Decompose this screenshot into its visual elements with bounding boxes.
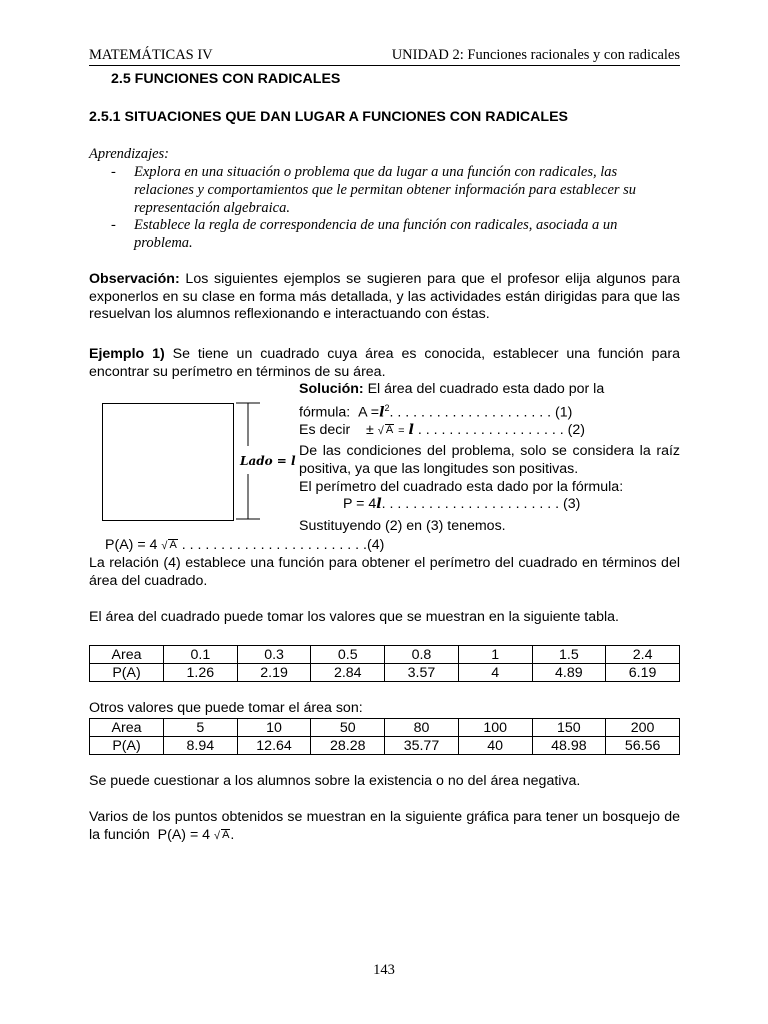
values-table-1 (89, 645, 680, 682)
table-cell: 100 (458, 719, 532, 737)
table-cell: Area (90, 719, 164, 737)
section-title: 2.5 FUNCIONES CON RADICALES (111, 71, 341, 87)
table-row (90, 664, 680, 682)
formula-1-var: l (379, 404, 385, 421)
formula-1-exp: 2 (384, 403, 390, 413)
otros-intro: Otros valores que puede tomar el área son: (89, 700, 363, 716)
table-cell: 48.98 (532, 737, 606, 755)
formula-1-tag: (1) (555, 404, 573, 421)
solucion-line (299, 381, 680, 399)
table-cell: 4 (458, 664, 532, 682)
formula-4 (105, 537, 525, 556)
table-cell: 56.56 (606, 737, 680, 755)
formula-1 (299, 400, 680, 422)
header-rule (89, 65, 680, 66)
aprendizaje-item: Establece la regla de correspondencia de una función con radicales, asociada a un problema. (134, 217, 618, 251)
sustituyendo-text: Sustituyendo (2) en (3) tenemos. (299, 518, 506, 534)
tabla-intro: El área del cuadrado puede tomar los valores que se muestran en la siguiente tabla. (89, 609, 619, 625)
values-table-2 (89, 718, 680, 755)
varios-paragraph (89, 809, 680, 845)
sqrt-icon: √ (377, 425, 384, 437)
sqrt-arg: A (169, 539, 177, 551)
varios-end: . (230, 826, 235, 843)
formula-3-var: l (376, 496, 382, 512)
sqrt-icon: √ (214, 829, 221, 842)
plus-minus: ± (366, 422, 374, 438)
aprendizaje-item: Explora en una situación o problema que da lugar a una función con radicales, las relaciones y comportamientos que le permitan obtener información para establecer su representación algebraica. (134, 164, 637, 216)
table-cell: 0.3 (237, 646, 311, 664)
condiciones-text: De las condiciones del problema, solo se considera la raíz positiva, ya que las longitudes son positivas. (299, 443, 680, 477)
table-cell: 2.4 (606, 646, 680, 664)
sqrt-arg: A (385, 424, 394, 436)
table-cell: 1 (458, 646, 532, 664)
table-cell: 2.84 (311, 664, 385, 682)
table-cell: 0.5 (311, 646, 385, 664)
table-cell: 12.64 (237, 737, 311, 755)
table-row (90, 646, 680, 664)
formula-1-lhs: A = (358, 404, 380, 421)
table-cell: 0.1 (164, 646, 238, 664)
formula-2 (299, 422, 680, 441)
formula-2-dots: . . . . . . . . . . . . . . . . . . . (417, 422, 564, 438)
es-decir: Es decir (299, 422, 351, 438)
perimetro-text: El perímetro del cuadrado esta dado por la fórmula: (299, 479, 624, 495)
formula-1-dots: . . . . . . . . . . . . . . . . . . . . . (389, 404, 552, 421)
table-cell: 200 (606, 719, 680, 737)
formula-3-dots: . . . . . . . . . . . . . . . . . . . . . . . (381, 496, 560, 512)
bullet-dash: - (111, 217, 116, 233)
table-cell: P(A) (90, 737, 164, 755)
table-cell: 6.19 (606, 664, 680, 682)
ejemplo-paragraph (89, 346, 680, 381)
formula-2-tag: (2) (567, 422, 586, 438)
formula-4-lhs: P(A) = 4 (105, 537, 158, 553)
ejemplo-text: Se tiene un cuadrado cuya área es conocida, establecer una función para encontrar su perímetro en términos de su área. (89, 346, 681, 380)
table-row (90, 719, 680, 737)
square-figure (102, 403, 234, 521)
table-cell: 4.89 (532, 664, 606, 682)
formula-4-dots: . . . . . . . . . . . . . . . . . . . . . . . . (181, 537, 367, 553)
table-cell: 50 (311, 719, 385, 737)
table-cell: 2.19 (237, 664, 311, 682)
cuestionar-paragraph: Se puede cuestionar a los alumnos sobre la existencia o no del área negativa. (89, 773, 581, 789)
table-cell: 35.77 (385, 737, 459, 755)
table-cell: 40 (458, 737, 532, 755)
sqrt-arg: A (222, 828, 230, 841)
header-right: UNIDAD 2: Funciones racionales y con radicales (391, 47, 680, 63)
formula-3 (343, 496, 683, 514)
table-cell: 3.57 (385, 664, 459, 682)
bullet-dash: - (111, 164, 116, 180)
table-cell: 8.94 (164, 737, 238, 755)
formula-2-var: l (408, 422, 414, 438)
formula-3-lhs: P = 4 (343, 496, 377, 512)
header-left: MATEMÁTICAS IV (89, 47, 213, 63)
page-number: 143 (373, 962, 395, 978)
equals: = (398, 425, 405, 437)
observacion-text: Los siguientes ejemplos se sugieren para que el profesor elija algunos para exponerlos en su clase en forma más detallada, y las actividades están dirigidas para que las resuelvan los alumnos reflexionando e interactuando con éstas. (89, 271, 680, 322)
table-cell: 0.8 (385, 646, 459, 664)
table-cell: 5 (164, 719, 238, 737)
ejemplo-label: Ejemplo 1) (89, 346, 165, 362)
formula-3-tag: (3) (563, 496, 581, 512)
table-cell: 80 (385, 719, 459, 737)
observacion-label: Observación: (89, 271, 180, 287)
table-cell: P(A) (90, 664, 164, 682)
aprendizajes-label: Aprendizajes: (89, 146, 170, 162)
table-row (90, 737, 680, 755)
relacion-paragraph: La relación (4) establece una función para obtener el perímetro del cuadrado en términos del área del cuadrado. (89, 555, 680, 589)
table-cell: 28.28 (311, 737, 385, 755)
solucion-text: El área del cuadrado esta dado por la (363, 381, 605, 397)
solucion-label: Solución: (299, 381, 364, 397)
formula-prefix: fórmula: (299, 404, 351, 421)
table-cell: Area (90, 646, 164, 664)
observacion-paragraph (89, 271, 680, 324)
table-cell: 10 (237, 719, 311, 737)
varios-formula-lhs: P(A) = 4 (157, 826, 211, 843)
table-cell: 150 (532, 719, 606, 737)
varios-text: Varios de los puntos obtenidos se muestran en la siguiente gráfica para tener un bosquejo de la función (89, 809, 680, 843)
subsection-title: 2.5.1 SITUACIONES QUE DAN LUGAR A FUNCIONES CON RADICALES (89, 109, 569, 125)
sqrt-icon: √ (161, 540, 168, 552)
table-cell: 1.5 (532, 646, 606, 664)
table-cell: 1.26 (164, 664, 238, 682)
formula-4-tag: (4) (367, 537, 385, 553)
side-label: Lado = l (240, 454, 296, 468)
